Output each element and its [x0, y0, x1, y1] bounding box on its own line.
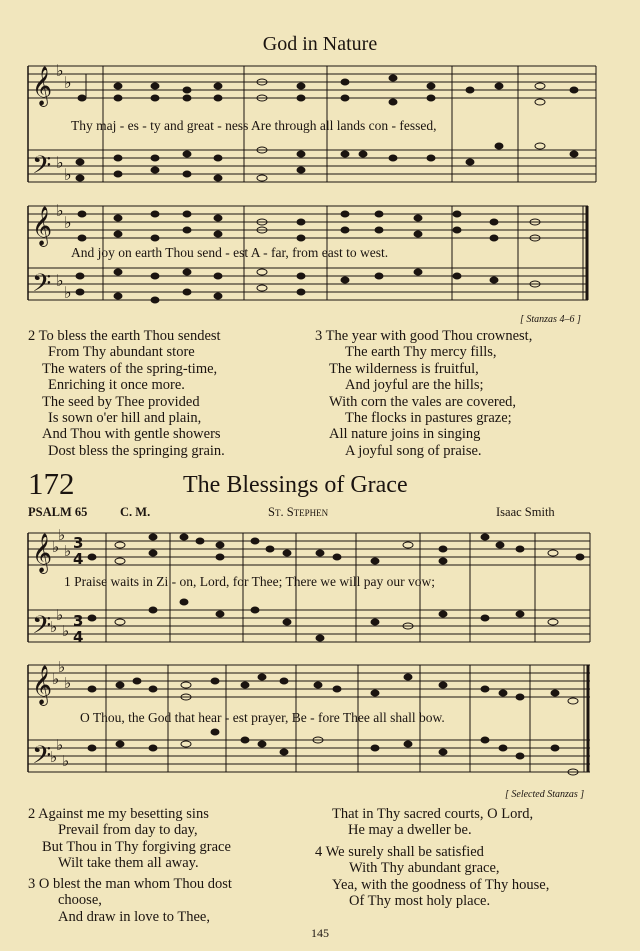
stanza-line: And joyful are the hills; [345, 377, 484, 394]
svg-text:𝄢: 𝄢 [32, 741, 52, 776]
stanza-3 [315, 328, 532, 459]
hymn-number: 172 [28, 466, 75, 501]
stanza-number: 3 [28, 876, 36, 892]
stanza-line: The waters of the spring-time, [42, 360, 218, 377]
svg-text:𝄢: 𝄢 [32, 611, 52, 646]
svg-text:𝄞: 𝄞 [32, 533, 53, 573]
svg-text:♭: ♭ [56, 201, 64, 220]
stanza-number: 2 [28, 806, 36, 822]
stanza-3 [28, 876, 232, 925]
svg-text:♭: ♭ [52, 538, 60, 556]
stanzas-note: [ Stanzas 4–6 ] [520, 314, 581, 325]
stanza-line: The seed by Thee provided [42, 393, 200, 410]
staff-system-1-treble [28, 66, 596, 98]
stanza-line: O blest the man whom Thou dost [38, 876, 232, 892]
svg-text:♭: ♭ [50, 748, 58, 766]
stanza-line: With corn the vales are covered, [329, 393, 517, 410]
stanza-line: The wilderness is fruitful, [329, 360, 479, 377]
svg-text:𝄢: 𝄢 [32, 269, 52, 304]
stanza-line: Enriching it once more. [48, 377, 185, 394]
svg-text:4: 4 [73, 550, 84, 568]
stanza-line: With Thy abundant grace, [349, 860, 500, 877]
svg-text:♭: ♭ [64, 674, 72, 692]
svg-text:♭: ♭ [64, 213, 72, 232]
staff-system-2-treble [28, 206, 588, 238]
stanza-line: He may a dweller be. [348, 822, 472, 839]
stanza-line: Against me my besetting sins [38, 806, 209, 822]
stanza-line: Of Thy most holy place. [349, 893, 491, 910]
svg-text:♭: ♭ [56, 153, 64, 172]
stanza-number: 2 [28, 328, 36, 344]
svg-text:♭: ♭ [50, 618, 58, 636]
svg-text:♭: ♭ [64, 283, 72, 302]
svg-text:♭: ♭ [52, 670, 60, 688]
lyric-line-2: And joy on earth Thou send - est A - far, from east to west. [71, 245, 389, 260]
svg-text:𝄢: 𝄢 [32, 151, 52, 186]
stanza-line: We surely shall be satisfied [325, 844, 484, 860]
svg-text:3: 3 [73, 534, 84, 552]
stanza-line: From Thy abundant store [48, 344, 195, 361]
psalm-label: PSALM 65 [28, 505, 88, 519]
lyric-line-2: O Thou, the God that hear - est prayer, Be - fore Thee all shall bow. [80, 710, 445, 725]
staff-system-1-bass [28, 150, 596, 182]
svg-text:3: 3 [73, 612, 84, 630]
stanza-line: A joyful song of praise. [345, 442, 482, 459]
stanza-line: Prevail from day to day, [58, 822, 198, 839]
stanza-line: Yea, with the goodness of Thy house, [332, 876, 550, 893]
svg-text:♭: ♭ [58, 658, 66, 676]
stanza-line: Wilt take them all away. [58, 855, 199, 872]
page-number: 145 [311, 926, 329, 940]
svg-text:♭: ♭ [62, 622, 70, 640]
stanza-line: Dost bless the springing grain. [48, 442, 225, 459]
svg-text:𝄞: 𝄞 [32, 206, 53, 246]
svg-text:♭: ♭ [64, 73, 72, 92]
stanza-number: 3 [315, 328, 323, 344]
stanza-line: And draw in love to Thee, [58, 908, 210, 925]
stanza-line: And Thou with gentle showers [42, 426, 221, 443]
stanza-2 [28, 328, 225, 459]
stanza-line: choose, [58, 892, 102, 909]
stanza-3-continued [332, 806, 533, 839]
hymn-title: The Blessings of Grace [183, 472, 408, 498]
stanza-line: The flocks in pastures graze; [345, 410, 512, 427]
staff-system-3-treble [28, 533, 590, 565]
stanza-line: All nature joins in singing [329, 426, 481, 443]
meter-label: C. M. [120, 505, 151, 519]
composer: Isaac Smith [496, 505, 555, 519]
hymn-title: God in Nature [262, 33, 378, 55]
stanza-line: The year with good Thou crownest, [325, 328, 533, 344]
stanza-line: But Thou in Thy forgiving grace [42, 838, 231, 855]
svg-text:♭: ♭ [56, 61, 64, 80]
svg-text:♭: ♭ [64, 542, 72, 560]
svg-text:𝄞: 𝄞 [32, 66, 53, 106]
staff-system-2-bass [28, 268, 588, 300]
lyric-line-1: 1 Praise waits in Zi - on, Lord, for Thee; There we will pay our vow; [64, 574, 436, 589]
svg-text:♭: ♭ [64, 165, 72, 184]
stanza-line: To bless the earth Thou sendest [38, 328, 221, 344]
svg-text:♭: ♭ [56, 606, 64, 624]
stanzas-note: [ Selected Stanzas ] [505, 789, 585, 800]
stanza-line: That in Thy sacred courts, O Lord, [332, 806, 534, 822]
svg-text:♭: ♭ [56, 271, 64, 290]
svg-text:♭: ♭ [56, 736, 64, 754]
stanza-line: The earth Thy mercy fills, [345, 344, 497, 361]
lyric-line-1: Thy maj - es - ty and great - ness Are through all lands con - fessed, [71, 118, 437, 133]
svg-text:♭: ♭ [58, 526, 66, 544]
svg-text:♭: ♭ [62, 752, 70, 770]
tune-name: St. Stephen [268, 505, 329, 519]
staff-system-3-bass [28, 610, 590, 642]
svg-text:𝄞: 𝄞 [32, 665, 53, 705]
staff-system-4-bass [28, 740, 590, 772]
svg-text:4: 4 [73, 628, 84, 646]
stanza-line: Is sown o'er hill and plain, [48, 410, 202, 427]
stanza-2 [28, 806, 231, 872]
stanza-4 [315, 844, 549, 910]
stanza-number: 4 [315, 844, 323, 860]
